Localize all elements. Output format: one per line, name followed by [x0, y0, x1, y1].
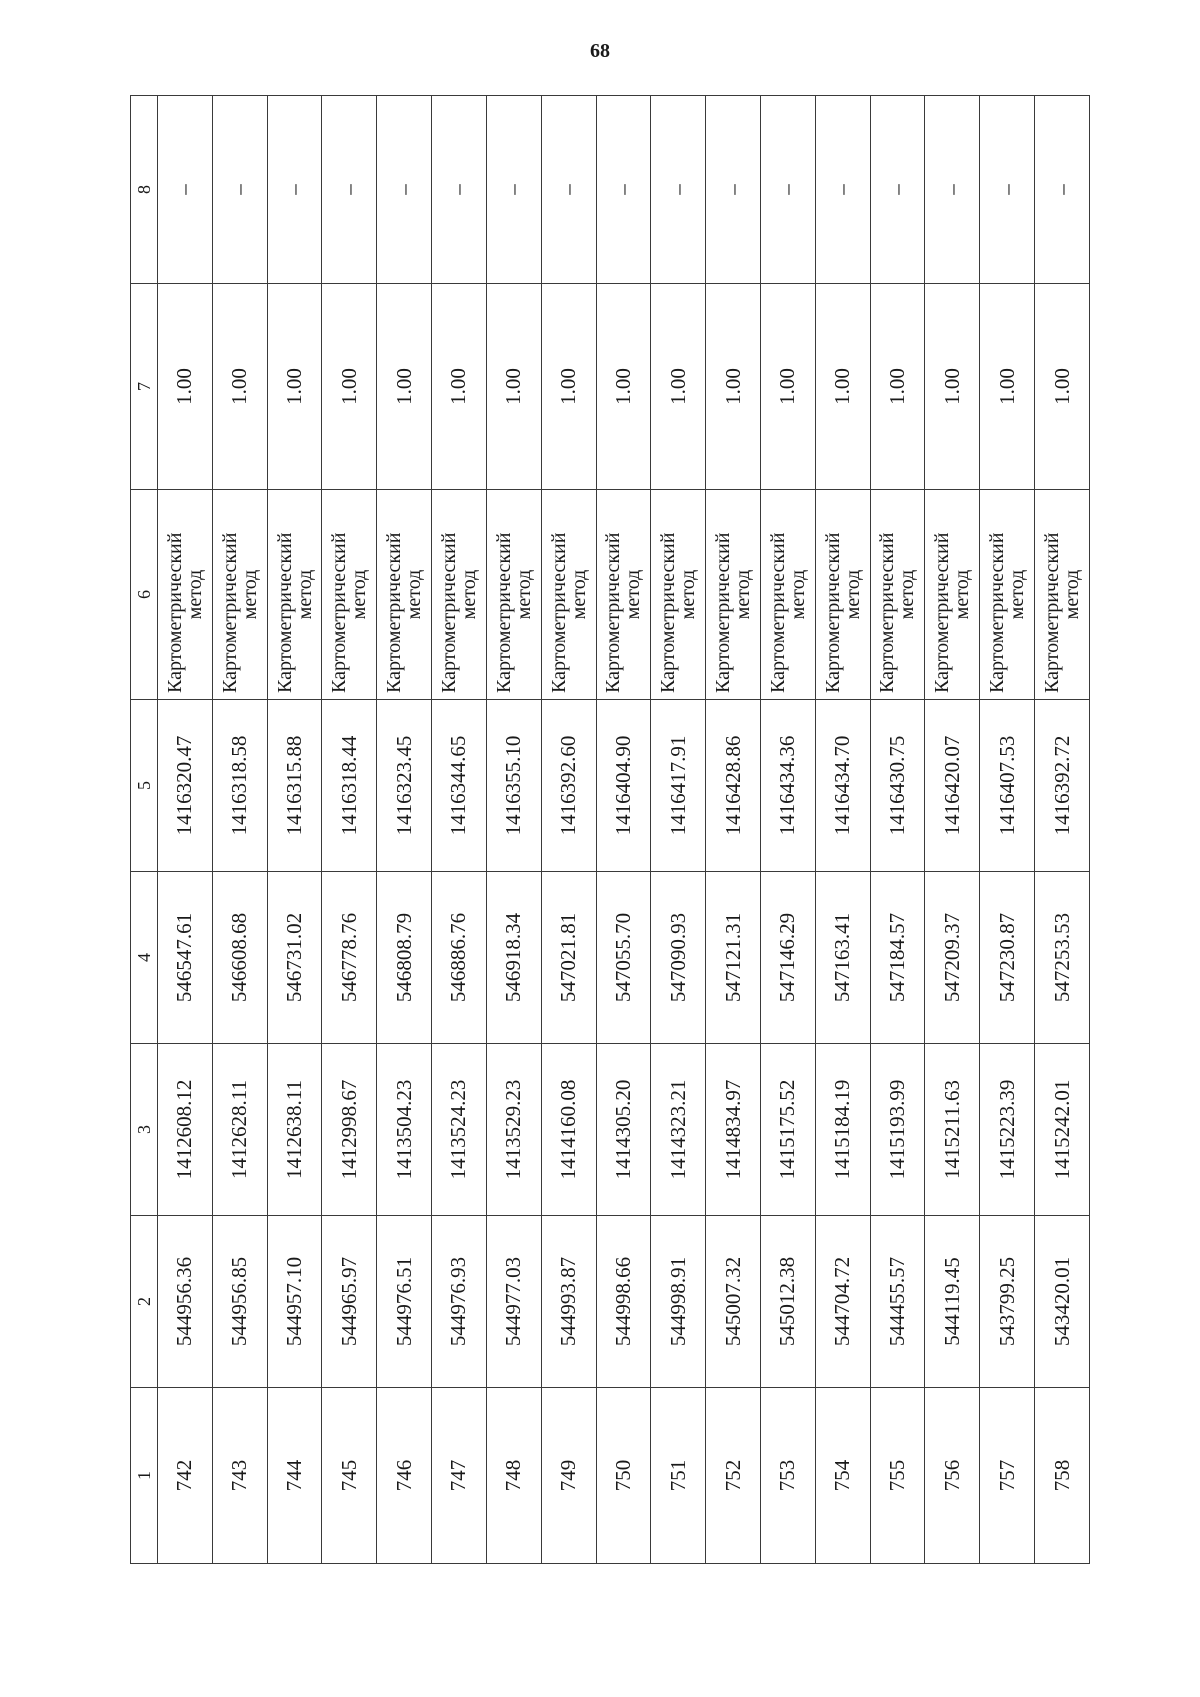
y2-coordinate-cell: 1416420.07 [925, 700, 980, 872]
x2-coordinate-cell: 547253.53 [1035, 872, 1090, 1044]
accuracy-cell: 1.00 [870, 284, 925, 490]
y2-coordinate-cell: 1416392.60 [541, 700, 596, 872]
method-label-line1: Картометрический [986, 532, 1009, 693]
method-label-line1: Картометрический [218, 532, 241, 693]
method-label-line2: метод [677, 569, 700, 620]
method-label-line2: метод [622, 569, 645, 620]
y2-coordinate-cell: 1416404.90 [596, 700, 651, 872]
x2-coordinate-cell: 546608.68 [212, 872, 267, 1044]
method-cell [541, 490, 596, 700]
accuracy-cell: 1.00 [1035, 284, 1090, 490]
x2-coordinate-cell: 546918.34 [486, 872, 541, 1044]
accuracy-cell: 1.00 [212, 284, 267, 490]
method-label-line1: Картометрический [876, 532, 899, 693]
method-label-line1: Картометрический [602, 532, 625, 693]
point-number-cell: 755 [870, 1388, 925, 1564]
method-label-line1: Картометрический [328, 532, 351, 693]
y2-coordinate-cell: 1416318.44 [322, 700, 377, 872]
x2-coordinate-cell: 547230.87 [980, 872, 1035, 1044]
table-row [706, 96, 761, 1564]
point-number-cell: 749 [541, 1388, 596, 1564]
x2-coordinate-cell: 546547.61 [158, 872, 213, 1044]
x2-coordinate-cell: 546886.76 [432, 872, 487, 1044]
point-number-cell: 756 [925, 1388, 980, 1564]
method-cell [212, 490, 267, 700]
x2-coordinate-cell: 547163.41 [815, 872, 870, 1044]
y2-coordinate-cell: 1416344.65 [432, 700, 487, 872]
y1-coordinate-cell: 1412608.12 [158, 1044, 213, 1216]
method-label-line2: метод [951, 569, 974, 620]
x2-coordinate-cell: 546808.79 [377, 872, 432, 1044]
x1-coordinate-cell: 543799.25 [980, 1216, 1035, 1388]
table-row [486, 96, 541, 1564]
y1-coordinate-cell: 1413529.23 [486, 1044, 541, 1216]
y1-coordinate-cell: 1413524.23 [432, 1044, 487, 1216]
method-label-line2: метод [183, 569, 206, 620]
column-header: 8 [131, 96, 158, 284]
note-cell: – [486, 96, 541, 284]
method-cell [596, 490, 651, 700]
note-cell: – [925, 96, 980, 284]
y2-coordinate-cell: 1416323.45 [377, 700, 432, 872]
note-cell: – [870, 96, 925, 284]
y1-coordinate-cell: 1413504.23 [377, 1044, 432, 1216]
method-label-line2: метод [512, 569, 535, 620]
method-label-line2: метод [896, 569, 919, 620]
method-cell [486, 490, 541, 700]
method-label-line2: метод [841, 569, 864, 620]
x1-coordinate-cell: 544976.51 [377, 1216, 432, 1388]
y2-coordinate-cell: 1416315.88 [267, 700, 322, 872]
x1-coordinate-cell: 543420.01 [1035, 1216, 1090, 1388]
table-row [870, 96, 925, 1564]
method-label-line1: Картометрический [492, 532, 515, 693]
x1-coordinate-cell: 544956.36 [158, 1216, 213, 1388]
x1-coordinate-cell: 544976.93 [432, 1216, 487, 1388]
method-label-line2: метод [457, 569, 480, 620]
note-cell: – [541, 96, 596, 284]
table-row [322, 96, 377, 1564]
y2-coordinate-cell: 1416392.72 [1035, 700, 1090, 872]
accuracy-cell: 1.00 [158, 284, 213, 490]
method-cell [815, 490, 870, 700]
y1-coordinate-cell: 1414160.08 [541, 1044, 596, 1216]
note-cell: – [432, 96, 487, 284]
y2-coordinate-cell: 1416320.47 [158, 700, 213, 872]
note-cell: – [760, 96, 815, 284]
y1-coordinate-cell: 1414323.21 [651, 1044, 706, 1216]
method-label-line1: Картометрический [547, 532, 570, 693]
x1-coordinate-cell: 544993.87 [541, 1216, 596, 1388]
method-cell [1035, 490, 1090, 700]
table-row [158, 96, 213, 1564]
accuracy-cell: 1.00 [596, 284, 651, 490]
x1-coordinate-cell: 545012.38 [760, 1216, 815, 1388]
table-header-row [131, 96, 158, 1564]
method-label-line2: метод [403, 569, 426, 620]
column-header: 6 [131, 490, 158, 700]
method-label-line1: Картометрический [931, 532, 954, 693]
column-header: 3 [131, 1044, 158, 1216]
note-cell: – [596, 96, 651, 284]
x1-coordinate-cell: 544956.85 [212, 1216, 267, 1388]
note-cell: – [267, 96, 322, 284]
y2-coordinate-cell: 1416430.75 [870, 700, 925, 872]
table-row [377, 96, 432, 1564]
x1-coordinate-cell: 544998.91 [651, 1216, 706, 1388]
y1-coordinate-cell: 1415175.52 [760, 1044, 815, 1216]
accuracy-cell: 1.00 [432, 284, 487, 490]
method-label-line2: метод [786, 569, 809, 620]
point-number-cell: 758 [1035, 1388, 1090, 1564]
method-cell [432, 490, 487, 700]
method-label-line1: Картометрический [383, 532, 406, 693]
method-cell [322, 490, 377, 700]
method-label-line1: Картометрический [712, 532, 735, 693]
method-cell [760, 490, 815, 700]
x2-coordinate-cell: 547021.81 [541, 872, 596, 1044]
point-number-cell: 753 [760, 1388, 815, 1564]
y1-coordinate-cell: 1412628.11 [212, 1044, 267, 1216]
y2-coordinate-cell: 1416428.86 [706, 700, 761, 872]
note-cell: – [377, 96, 432, 284]
method-cell [377, 490, 432, 700]
table-row [596, 96, 651, 1564]
x2-coordinate-cell: 547184.57 [870, 872, 925, 1044]
y1-coordinate-cell: 1415184.19 [815, 1044, 870, 1216]
point-number-cell: 754 [815, 1388, 870, 1564]
method-cell [925, 490, 980, 700]
method-label-line1: Картометрический [437, 532, 460, 693]
table-row [980, 96, 1035, 1564]
x1-coordinate-cell: 545007.32 [706, 1216, 761, 1388]
y2-coordinate-cell: 1416407.53 [980, 700, 1035, 872]
y1-coordinate-cell: 1415193.99 [870, 1044, 925, 1216]
table-row [925, 96, 980, 1564]
method-label-line1: Картометрический [163, 532, 186, 693]
note-cell: – [158, 96, 213, 284]
point-number-cell: 745 [322, 1388, 377, 1564]
point-number-cell: 750 [596, 1388, 651, 1564]
column-header: 2 [131, 1216, 158, 1388]
table-row [760, 96, 815, 1564]
table-row [651, 96, 706, 1564]
y1-coordinate-cell: 1415223.39 [980, 1044, 1035, 1216]
y2-coordinate-cell: 1416434.70 [815, 700, 870, 872]
x1-coordinate-cell: 544977.03 [486, 1216, 541, 1388]
column-header: 1 [131, 1388, 158, 1564]
y1-coordinate-cell: 1414305.20 [596, 1044, 651, 1216]
x2-coordinate-cell: 547090.93 [651, 872, 706, 1044]
point-number-cell: 747 [432, 1388, 487, 1564]
x2-coordinate-cell: 547055.70 [596, 872, 651, 1044]
method-cell [706, 490, 761, 700]
x2-coordinate-cell: 547209.37 [925, 872, 980, 1044]
column-header: 5 [131, 700, 158, 872]
x1-coordinate-cell: 544119.45 [925, 1216, 980, 1388]
accuracy-cell: 1.00 [322, 284, 377, 490]
y1-coordinate-cell: 1412998.67 [322, 1044, 377, 1216]
method-label-line2: метод [1061, 569, 1083, 620]
table-row [1035, 96, 1090, 1564]
y2-coordinate-cell: 1416417.91 [651, 700, 706, 872]
note-cell: – [706, 96, 761, 284]
point-number-cell: 751 [651, 1388, 706, 1564]
point-number-cell: 748 [486, 1388, 541, 1564]
accuracy-cell: 1.00 [815, 284, 870, 490]
accuracy-cell: 1.00 [486, 284, 541, 490]
point-number-cell: 744 [267, 1388, 322, 1564]
accuracy-cell: 1.00 [706, 284, 761, 490]
y2-coordinate-cell: 1416318.58 [212, 700, 267, 872]
note-cell: – [322, 96, 377, 284]
accuracy-cell: 1.00 [651, 284, 706, 490]
method-label-line2: метод [567, 569, 590, 620]
method-cell [158, 490, 213, 700]
y1-coordinate-cell: 1414834.97 [706, 1044, 761, 1216]
point-number-cell: 752 [706, 1388, 761, 1564]
accuracy-cell: 1.00 [980, 284, 1035, 490]
accuracy-cell: 1.00 [760, 284, 815, 490]
note-cell: – [651, 96, 706, 284]
method-label-line1: Картометрический [821, 532, 844, 693]
x2-coordinate-cell: 546731.02 [267, 872, 322, 1044]
y2-coordinate-cell: 1416434.36 [760, 700, 815, 872]
point-number-cell: 757 [980, 1388, 1035, 1564]
method-label-line1: Картометрический [657, 532, 680, 693]
method-label-line2: метод [1006, 569, 1029, 620]
table-row [432, 96, 487, 1564]
method-label-line2: метод [732, 569, 755, 620]
method-label-line2: метод [238, 569, 261, 620]
accuracy-cell: 1.00 [267, 284, 322, 490]
y1-coordinate-cell: 1415242.01 [1035, 1044, 1090, 1216]
x1-coordinate-cell: 544998.66 [596, 1216, 651, 1388]
table-row [267, 96, 322, 1564]
table-row [541, 96, 596, 1564]
column-header: 7 [131, 284, 158, 490]
x2-coordinate-cell: 546778.76 [322, 872, 377, 1044]
note-cell: – [212, 96, 267, 284]
x2-coordinate-cell: 547146.29 [760, 872, 815, 1044]
page-number: 68 [590, 40, 610, 62]
point-number-cell: 746 [377, 1388, 432, 1564]
point-number-cell: 742 [158, 1388, 213, 1564]
accuracy-cell: 1.00 [541, 284, 596, 490]
x1-coordinate-cell: 544965.97 [322, 1216, 377, 1388]
method-label-line1: Картометрический [1041, 532, 1063, 693]
accuracy-cell: 1.00 [377, 284, 432, 490]
y2-coordinate-cell: 1416355.10 [486, 700, 541, 872]
column-header: 4 [131, 872, 158, 1044]
x1-coordinate-cell: 544957.10 [267, 1216, 322, 1388]
method-label-line1: Картометрический [766, 532, 789, 693]
table-row [815, 96, 870, 1564]
method-cell [651, 490, 706, 700]
x2-coordinate-cell: 547121.31 [706, 872, 761, 1044]
note-cell: – [980, 96, 1035, 284]
note-cell: – [1035, 96, 1090, 284]
method-cell [980, 490, 1035, 700]
y1-coordinate-cell: 1415211.63 [925, 1044, 980, 1216]
note-cell: – [815, 96, 870, 284]
accuracy-cell: 1.00 [925, 284, 980, 490]
method-cell [267, 490, 322, 700]
rotated-table-container [130, 96, 1090, 1564]
method-label-line2: метод [293, 569, 316, 620]
x1-coordinate-cell: 544455.57 [870, 1216, 925, 1388]
x1-coordinate-cell: 544704.72 [815, 1216, 870, 1388]
method-label-line1: Картометрический [273, 532, 296, 693]
point-number-cell: 743 [212, 1388, 267, 1564]
method-cell [870, 490, 925, 700]
table-row [212, 96, 267, 1564]
coordinates-table [130, 95, 1090, 1564]
method-label-line2: метод [348, 569, 371, 620]
y1-coordinate-cell: 1412638.11 [267, 1044, 322, 1216]
